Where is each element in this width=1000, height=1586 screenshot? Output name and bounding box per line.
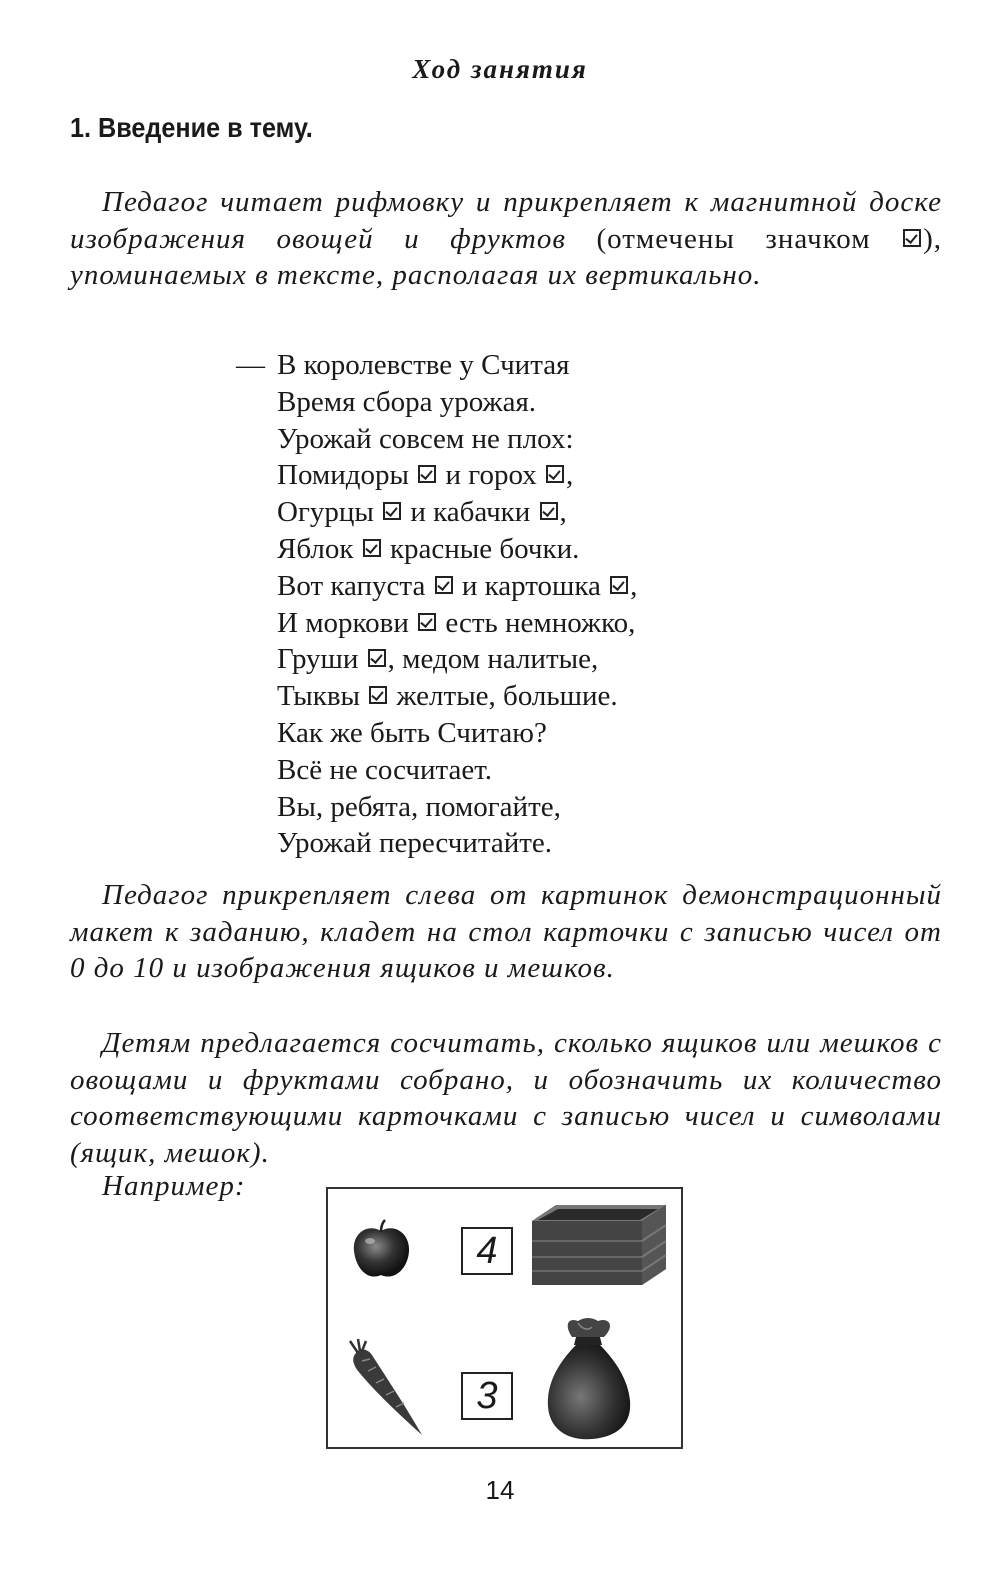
poem-line-text: и горох	[438, 459, 537, 492]
poem-line-text: Яблок	[277, 532, 354, 565]
intro-text-2: (отмечены значком	[596, 222, 871, 255]
poem-line-text: и кабачки	[403, 496, 531, 529]
poem-line-text: Урожай пересчитайте.	[277, 827, 553, 860]
number-card: 3	[461, 1372, 513, 1420]
poem-line-text: ,	[566, 459, 574, 492]
poem-line-text: Вы, ребята, помогайте,	[277, 790, 561, 823]
poem-line-text: желтые, большие.	[389, 680, 618, 713]
box-icon	[528, 1201, 670, 1287]
intro-text-4: упоминаемых в тексте, располагая их вертикально.	[70, 259, 762, 291]
sack-icon	[542, 1315, 636, 1443]
poem-dash: —	[236, 349, 265, 381]
poem-line-text: ,	[630, 569, 638, 602]
intro-text-3: ),	[923, 222, 943, 255]
checkbox-icon	[418, 613, 436, 631]
poem-line-text: есть немножко,	[438, 606, 636, 639]
checkbox-icon	[610, 576, 628, 594]
checkbox-icon	[540, 502, 558, 520]
poem-line-text: Огурцы	[277, 496, 374, 529]
checkbox-icon	[368, 649, 386, 667]
poem-line	[236, 715, 637, 752]
checkbox-icon	[369, 686, 387, 704]
intro-paragraph	[70, 184, 942, 294]
poem	[236, 347, 637, 862]
checkbox-icon	[383, 502, 401, 520]
poem-line-text: красные бочки.	[382, 532, 580, 565]
poem-line	[236, 384, 637, 421]
checkbox-icon	[435, 576, 453, 594]
setup-paragraph	[70, 877, 942, 987]
poem-line-text: и картошка	[454, 569, 601, 602]
poem-line	[236, 825, 637, 862]
page-number: 14	[485, 1475, 515, 1505]
checkbox-icon	[363, 539, 381, 557]
poem-line-text: Помидоры	[277, 459, 410, 492]
poem-line	[236, 531, 637, 568]
poem-line	[236, 789, 637, 826]
poem-line	[236, 752, 637, 789]
poem-line-text: В королевстве у Считая	[277, 349, 570, 381]
example-label: Например:	[102, 1170, 246, 1202]
poem-line-text: Всё не сосчитает.	[277, 753, 492, 786]
task-text: Детям предлагается сосчитать, сколько ящиков или мешков с овощами и фруктами собрано, и обозначить их количество соответствующими карточками с записью чисел и символами (ящик, мешок).	[70, 1027, 942, 1169]
example-figure	[326, 1187, 683, 1449]
checkbox-icon	[546, 465, 564, 483]
poem-line	[236, 605, 637, 642]
poem-line-text: Время сбора урожая.	[277, 385, 537, 418]
poem-line-text: Вот капуста	[277, 569, 426, 602]
section-title: 1. Введение в тему.	[70, 112, 313, 143]
poem-line-text: , медом налитые,	[387, 643, 599, 676]
poem-line	[236, 347, 637, 384]
task-paragraph	[70, 1025, 942, 1171]
lesson-heading: Ход занятия	[412, 54, 588, 84]
poem-line	[236, 421, 637, 458]
poem-line-text: Урожай совсем не плох:	[277, 422, 574, 455]
number-card: 4	[461, 1227, 513, 1275]
checkbox-icon	[903, 229, 921, 247]
checkbox-icon	[418, 465, 436, 483]
poem-line-text: Тыквы	[277, 680, 361, 713]
setup-text: Педагог прикрепляет слева от картинок демонстрационный макет к заданию, кладет на стол карточки с записью чисел от 0 до 10 и изображения ящиков и мешков.	[70, 879, 942, 984]
poem-line	[236, 568, 637, 605]
intro-text-1: Педагог читает рифмовку и прикрепляет к магнитной доске изображения овощей и фруктов	[70, 186, 942, 255]
apple-icon	[348, 1217, 414, 1283]
poem-line	[236, 641, 637, 678]
poem-line	[236, 494, 637, 531]
poem-line-text: Груши	[277, 643, 359, 676]
poem-line	[236, 678, 637, 715]
poem-line-text: ,	[559, 496, 567, 529]
carrot-icon	[346, 1337, 426, 1439]
poem-line	[236, 457, 637, 494]
poem-line-text: Как же быть Считаю?	[277, 716, 547, 749]
poem-line-text: И моркови	[277, 606, 409, 639]
